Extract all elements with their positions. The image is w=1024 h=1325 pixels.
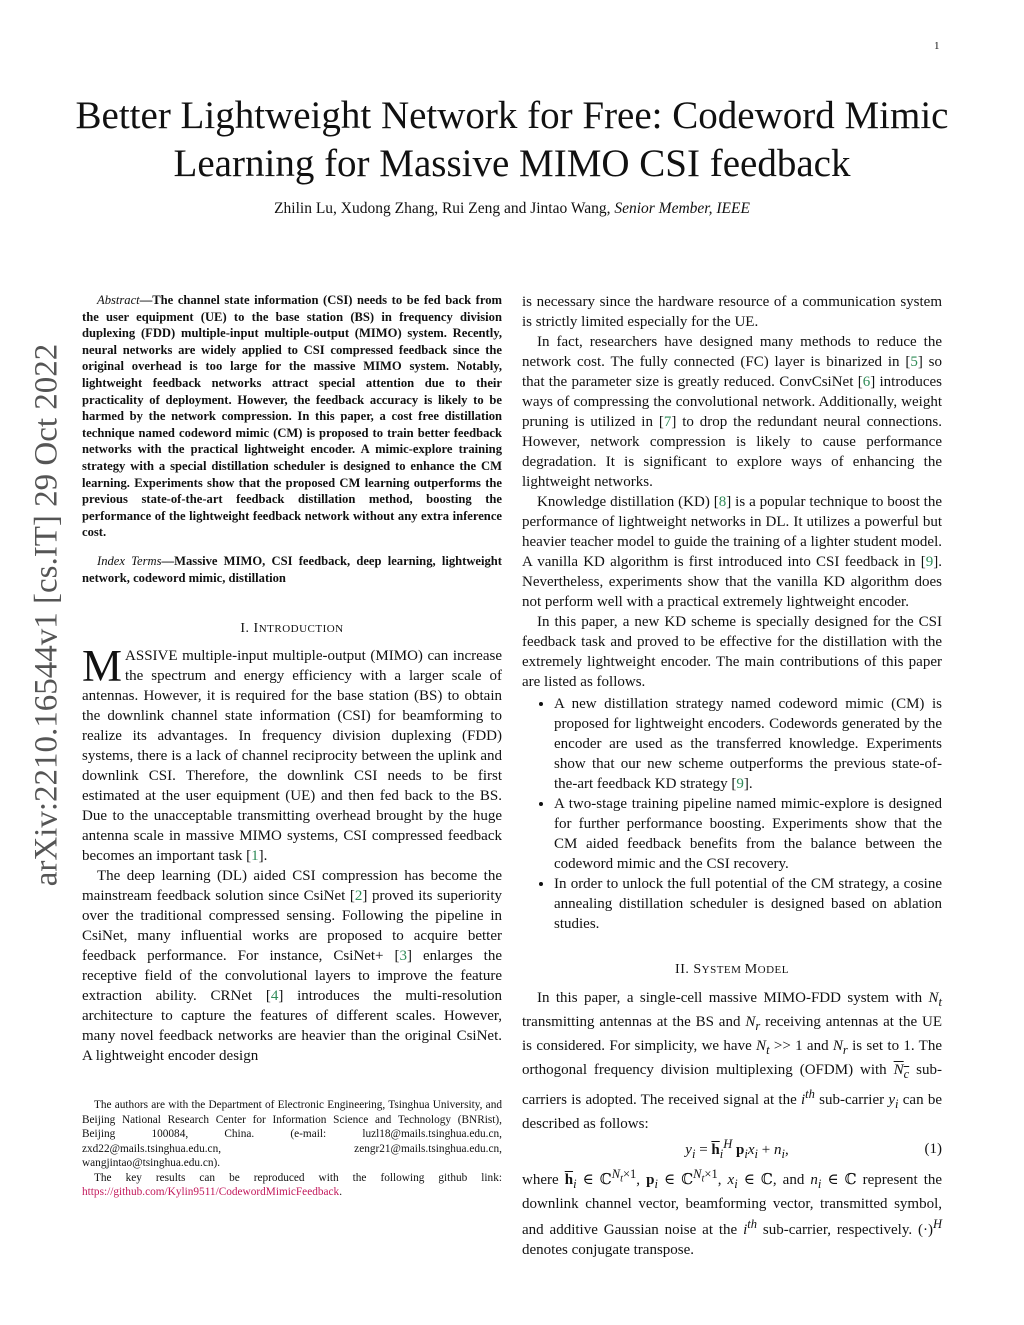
- left-column: [82, 292, 502, 1200]
- text-run: denotes conjugate transpose.: [522, 1242, 695, 1258]
- page-number: 1: [934, 40, 940, 52]
- abstract: Abstract—The channel state information (CSI) needs to be fed back from the user equipment (UE) to the base station (BS) in frequency division duplexing (FDD) multiple-input multiple-output (MIMO) system. Recently, neural networks are widely applied to CSI compressed feedback since the original overhead is too large for the massive MIMO system. Notably, lightweight feedback networks attract special attention due to their practicality of deployment. However, the feedback accuracy is likely to be harmed by the network compression. In this paper, a cost free distillation technique named codeword mimic (CM) is proposed to train better feedback networks with the practical lightweight encoder. A mimic-explore training strategy with a special distillation scheduler is designed to enhance the CM learning. Experiments show that the proposed CM learning outperforms the previous state-of-the-art feedback distillation method, boosting the performance of the lightweight feedback network without any extra inference cost.: [82, 293, 502, 540]
- equation-body: $y_i = \overline{h}_i^H$ $p_ix_i + n_i$,: [685, 1137, 789, 1161]
- text-run: ∈ ℂ, and: [737, 1172, 811, 1188]
- text-run: ] so that the parameter size is greatly reduced. ConvCsiNet [: [522, 354, 942, 390]
- text-run: ] introduces the multi-resolution architecture to capture the features of different scales. However, many novel feedback networks are heavier than the original CsiNet. A lightweight encoder design: [82, 988, 502, 1065]
- text-run: sub-carrier, respectively. (·): [756, 1222, 933, 1238]
- text-run: The deep learning (DL) aided CSI compression has become the mainstream feedback solution since CsiNet [: [82, 868, 502, 905]
- text-run: ∈ ℂ: [657, 1172, 694, 1188]
- citation-link[interactable]: 8: [718, 494, 727, 510]
- section-title-first: M: [744, 962, 758, 977]
- citation-link[interactable]: 9: [736, 776, 744, 792]
- where-paragraph: where $\overline{h}_i$ ∈ ℂ$^{N_t\times 1}$, $p_i$ ∈ ℂ$^{N_t\times 1}$, $x_i$ ∈ ℂ, and $n_i$ ∈ ℂ represent the downlink channel vector, beamforming vector, transmitted symbol, and additive Gaussian noise at the $i^{th}$ sub-carrier, respectively. $(\cdot)^H$ denotes conjugate transpose.: [522, 1167, 943, 1258]
- citation-link[interactable]: 6: [862, 374, 871, 390]
- text-run: sub-carriers is adopted. The received signal at the: [522, 1062, 942, 1108]
- right-paragraph-0: is necessary since the hardware resource of a communication system is strictly limited especially for the UE.: [522, 294, 942, 330]
- math-symbol: $N_r$: [832, 1038, 848, 1057]
- footnote-github-text: The key results can be reproduced with the following github link:: [94, 1171, 502, 1184]
- text-run: ] enlarges the receptive field of the convolutional layers to improve the feature extraction ability. CRNet [: [82, 948, 502, 1005]
- math-symbol: $N_c$: [893, 1062, 910, 1081]
- index-terms-text: Massive MIMO, CSI feedback, deep learning, lightweight network, codeword mimic, distillation: [82, 553, 503, 585]
- text-run: ∈ ℂ: [576, 1172, 612, 1188]
- list-item: [554, 694, 942, 794]
- citation-link[interactable]: 5: [910, 354, 918, 370]
- citation-link[interactable]: 7: [663, 414, 672, 430]
- right-paragraph-1: [522, 332, 942, 492]
- text-run: can be described as follows:: [522, 1092, 942, 1132]
- text-run: In fact, researchers have designed many methods to reduce the network cost. The fully connected (FC) layer is binarized in [: [522, 334, 942, 370]
- text-run: ] to drop the redundant neural connections. However, network compression is likely to cause performance degradation. It is significant to explore ways of enhancing the lightweight networks.: [522, 414, 942, 490]
- text-run: transmitting antennas at the BS and: [522, 1014, 746, 1030]
- text-run: where: [522, 1172, 565, 1188]
- text-run: ] is a popular technique to boost the performance of lightweight networks in DL. It utilizes a powerful but heavier teacher model to guide the training of a lighter student model. A vanilla KD algorithm is first introduced into CSI feedback in [: [522, 494, 942, 570]
- text-run: ] proved its superiority over the traditional compressed sensing. Following the pipeline in CsiNet, many influential works are proposed to acquire better feedback performance. For instance, CsiNet+ [: [82, 888, 502, 965]
- right-paragraph-3: In this paper, a new KD scheme is specially designed for the CSI feedback task and proved to be effective for the distillation with the extremely lightweight encoder. The main contributions of this paper are listed as follows.: [522, 614, 942, 690]
- intro-p1-text: ASSIVE multiple-input multiple-output (MIMO) can increase the spectrum and energy efficiency with a larger scale of antennas. However, it is required for the base station (BS) to obtain the downlink channel state information (CSI) for beamforming to realize its advantages. In frequency division duplexing (FDD) systems, there is a lack of channel reciprocity between the uplink and downlink CSI. Therefore, the downlink CSI needs to be first estimated at the user equipment (UE) and then fed back to the BS. Due to the unacceptable transmitting overhead brought by the huge antenna scale in massive MIMO systems, CSI compressed feedback becomes an important task [: [82, 648, 502, 865]
- citation-link[interactable]: 9: [925, 554, 934, 570]
- text-run: ] introduces ways of compressing the convolutional network. Additionally, weight pruning is utilized in [: [522, 374, 942, 430]
- equation-number: (1): [924, 1141, 942, 1157]
- equation-1: [522, 1134, 942, 1164]
- footnote-end: .: [339, 1186, 343, 1199]
- math-symbol: $i^{th}$: [801, 1087, 815, 1108]
- abstract-text: The channel state information (CSI) needs to be fed back from the user equipment (UE) to the base station (BS) in frequency division duplexing (FDD) multiple-input multiple-output (MIMO) system. Recently, neural networks are widely applied to CSI compressed feedback since the original overhead is too large for the massive MIMO system. Notably, lightweight feedback networks attract special attention due to their practicality of deployment. However, the feedback accuracy is likely to be harmed by the network compression. In this paper, a cost free distillation technique named codeword mimic (CM) is proposed to train better feedback networks with the practical lightweight encoder. A mimic-explore training strategy with a special distillation scheduler is designed to enhance the CM learning. Experiments show that the proposed CM learning outperforms the previous state-of-the-art feedback distillation method, boosting the performance of the lightweight feedback network without any extra inference cost.: [82, 293, 502, 540]
- citation-link[interactable]: 3: [399, 948, 407, 965]
- author-names: Zhilin Lu, Xudong Zhang, Rui Zeng and Jintao Wang,: [274, 200, 611, 217]
- index-terms: Index Terms—Massive MIMO, CSI feedback, deep learning, lightweight network, codeword mimic, distillation: [82, 553, 503, 585]
- text-run: ]. Nevertheless, experiments show that the vanilla KD algorithm does not perform well with a practical extremely lightweight encoder.: [522, 554, 942, 610]
- right-paragraph-2: [522, 492, 942, 612]
- text-run: Knowledge distillation (KD) [: [537, 494, 719, 510]
- section-title-rest: NTRODUCTION: [258, 623, 344, 636]
- citation-link[interactable]: 4: [270, 988, 279, 1005]
- text-run: ∈ ℂ represent the downlink channel vector, beamforming vector, transmitted symbol, and additive Gaussian noise at the: [522, 1172, 943, 1238]
- footnote: [82, 1098, 502, 1200]
- index-terms-label: Index Terms: [97, 553, 162, 568]
- footnote-affiliation: The authors are with the Department of Electronic Engineering, Tsinghua University, and Beijing National Research Center for Information Science and Technology (BNRist), Beijing 100084, China. (e-mail: luzl18@mails.tsinghua.edu.cn, zxd22@mails.tsinghua.edu.cn, zengr21@mails.tsinghua.edu.cn, wangjintao@tsinghua.edu.cn).: [82, 1099, 502, 1170]
- text-run: ,: [717, 1172, 728, 1188]
- section-numeral: I.: [240, 621, 250, 637]
- text-run: A two-stage training pipeline named mimic-explore is designed for further performance boosting. Experiments show that the CM aided feedback benefits from the balance between the codeword mimic and the CSI recovery.: [554, 796, 942, 872]
- math-symbol: $N_t$: [756, 1038, 770, 1057]
- author-membership: Senior Member, IEEE: [614, 200, 750, 217]
- text-run: A new distillation strategy named codeword mimic (CM) is proposed for lightweight encoders. Codewords generated by the encoder are used as the transferred knowledge. Experiments show that our new scheme outperforms the previous state-of-the-art feedback KD strategy [: [554, 696, 942, 792]
- math-symbol: $y_i$: [888, 1092, 899, 1111]
- text-run: receiving antennas at the UE is considered. For simplicity, we have: [522, 1014, 942, 1054]
- citation-link[interactable]: 2: [354, 888, 363, 905]
- citation-link[interactable]: 1: [251, 848, 259, 865]
- section-title-rest: YSTEM: [701, 964, 745, 976]
- paper-title: Better Lightweight Network for Free: Codeword Mimic Learning for Massive MIMO CSI feedback: [75, 94, 949, 185]
- footnote-github: [82, 1171, 502, 1200]
- section-title-rest: ODEL: [757, 964, 789, 976]
- text-run: is set to 1. The orthogonal frequency division multiplexing (OFDM) with: [522, 1038, 942, 1078]
- contributions-list: [522, 694, 942, 934]
- text-run: In this paper, a single-cell massive MIMO-FDD system with: [537, 990, 929, 1006]
- abstract-label: Abstract: [97, 293, 140, 307]
- section-title-first: I: [253, 621, 259, 637]
- math-symbol: $N_t$: [928, 990, 942, 1009]
- list-item: [554, 874, 942, 934]
- text-run: In order to unlock the full potential of the CM strategy, a cosine annealing distillation scheduler is designed based on ablation studies.: [554, 876, 942, 932]
- section-heading-introduction: [82, 619, 502, 639]
- intro-paragraph-2: [82, 866, 502, 1066]
- github-link[interactable]: https://github.com/Kylin9511/CodewordMimicFeedback: [82, 1186, 340, 1199]
- section-heading-system-model: [522, 960, 942, 980]
- right-column: [522, 292, 942, 1260]
- section-title-first: S: [693, 962, 702, 977]
- text-run: ].: [743, 776, 753, 792]
- math-symbol: $N_r$: [745, 1014, 761, 1033]
- intro-paragraph-1: [82, 641, 502, 866]
- text-run: >> 1 and: [769, 1038, 833, 1054]
- text-run: ,: [636, 1172, 647, 1188]
- arxiv-stamp: arXiv:2210.16544v1 [cs.IT] 29 Oct 2022: [28, 343, 65, 887]
- list-item: [554, 794, 942, 874]
- intro-p1-end: ].: [258, 848, 268, 865]
- text-run: sub-carrier: [814, 1092, 889, 1108]
- dropcap-letter: M: [82, 641, 123, 692]
- section-numeral: II.: [675, 962, 690, 977]
- system-paragraph: [522, 988, 942, 1134]
- author-list: [60, 200, 964, 218]
